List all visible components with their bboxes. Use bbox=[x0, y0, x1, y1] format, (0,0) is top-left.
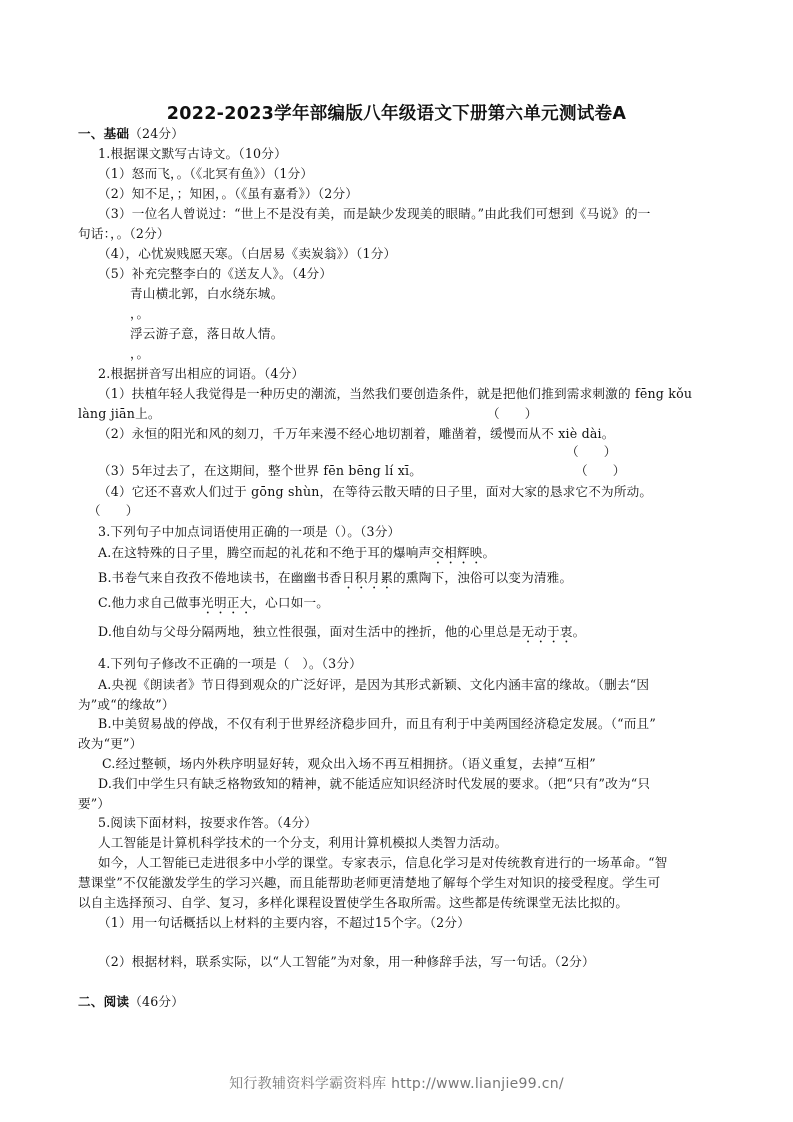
poem-line: ，。 bbox=[130, 306, 150, 321]
answer-bracket: （ ） bbox=[88, 503, 139, 518]
q4-line: C.经过整顿，场内外秩序明显好转，观众出入场不再互相拥挤。（语义重复，去掉“互相” bbox=[102, 756, 596, 771]
poem-line: 青山横北郭，白水绕东城。 bbox=[130, 286, 284, 301]
q4-line: D.我们中学生只有缺乏格物致知的精神，就不能适应知识经济时代发展的要求。（把“只有”改为“只 bbox=[98, 776, 651, 791]
q5-paragraph: 人工智能是计算机科学技术的一个分支，利用计算机模拟人类智力活动。 bbox=[98, 835, 508, 850]
q1-prompt: 1.根据课文默写古诗文。（10分） bbox=[98, 146, 287, 161]
q4-line: 要”） bbox=[78, 796, 111, 811]
q2-prompt: 2.根据拼音写出相应的词语。（4分） bbox=[98, 366, 305, 381]
section-2-heading: 二、阅读（46分） bbox=[78, 994, 184, 1009]
q2-item: （4）它还不喜欢人们过于 gōng shùn，在等待云散天晴的日子里，面对大家的恳求它不为所动。 bbox=[98, 484, 653, 499]
q2-item: （2）永恒的阳光和风的刻刀，千万年来漫不经心地切割着，雕凿着，缓慢而从不 xiè dài。 bbox=[98, 426, 615, 441]
q1-item: （1）怒而飞，。（《北冥有鱼》）（1分） bbox=[98, 166, 314, 181]
q1-item: （2）知不足，；知困，。（《虽有嘉肴》）（2分） bbox=[98, 186, 359, 201]
page-title: 2022-2023学年部编版八年级语文下册第六单元测试卷A bbox=[166, 104, 627, 124]
q5-prompt: 5.阅读下面材料，按要求作答。（4分） bbox=[98, 815, 318, 830]
q5-paragraph: 慧课堂”不仅能激发学生的学习兴趣，而且能帮助老师更清楚地了解每个学生对知识的接受程度。学生可 bbox=[78, 875, 661, 890]
poem-line: 浮云游子意，落日故人情。 bbox=[130, 326, 284, 341]
q2-item: làng jiān上。 bbox=[78, 406, 161, 421]
q3-prompt: 3.下列句子中加点词语使用正确的一项是（）。（3分） bbox=[98, 524, 401, 539]
q5-sub-question: （2）根据材料，联系实际，以“人工智能”为对象，用一种修辞手法，写一句话。（2分） bbox=[98, 954, 595, 969]
q5-paragraph: 如今，人工智能已走进很多中小学的课堂。专家表示，信息化学习是对传统教育进行的一场革命。“智 bbox=[98, 855, 668, 870]
q1-item: 句话：，。（2分） bbox=[78, 226, 170, 241]
q4-line: A.央视《朗读者》节日得到观众的广泛好评，是因为其形式新颖、文化内涵丰富的缘故。（删去“因 bbox=[98, 677, 650, 692]
poem-line: ，。 bbox=[130, 346, 150, 361]
q2-item: （3）5年过去了，在这期间，整个世界 fēn bēng lí xī。 bbox=[98, 463, 423, 478]
q4-line: 为”或“的缘故”） bbox=[78, 697, 175, 712]
q3-option-d: D.他自幼与父母分隔两地，独立性很强，面对生活中的挫折，他的心里总是无动于衷。 bbox=[98, 624, 586, 639]
q4-line: 改为“更”） bbox=[78, 736, 143, 751]
q1-item: （4），心忧炭贱愿天寒。（白居易《卖炭翁》）（1分） bbox=[98, 246, 397, 261]
answer-bracket: （ ） bbox=[575, 463, 626, 478]
q3-option-a: A.在这特殊的日子里，腾空而起的礼花和不绝于耳的爆响声交相辉映。 bbox=[98, 545, 496, 560]
q3-option-b: B.书卷气来自孜孜不倦地读书，在幽幽书香日积月累的熏陶下，浊俗可以变为清雅。 bbox=[98, 570, 573, 585]
q1-item: （3）一位名人曾说过：“世上不是没有美，而是缺少发现美的眼睛。”由此我们可想到《马说》的一 bbox=[98, 206, 651, 221]
q1-item: （5）补充完整李白的《送友人》。（4分） bbox=[98, 266, 333, 281]
q4-prompt: 4.下列句子修改不正确的一项是（ ）。（3分） bbox=[98, 656, 362, 671]
q2-item: （1）扶植年轻人我觉得是一种历史的潮流，当然我们要创造条件，就是把他们推到需求刺激的 fēng kǒu bbox=[98, 386, 693, 401]
footer-watermark: 知行教辅资料学霸资料库 http://www.lianjie99.cn/ bbox=[229, 1076, 564, 1092]
answer-bracket: （ ） bbox=[487, 406, 538, 421]
q5-sub-question: （1）用一句话概括以上材料的主要内容，不超过15个字。（2分） bbox=[98, 915, 470, 930]
q5-paragraph: 以自主选择预习、自学、复习，多样化课程设置使学生各取所需。这些都是传统课堂无法比拟的。 bbox=[78, 895, 629, 910]
answer-bracket: （ ） bbox=[566, 444, 617, 459]
q3-option-c: C.他力求自己做事光明正大，心口如一。 bbox=[98, 595, 330, 610]
q4-line: B.中美贸易战的停战，不仅有利于世界经济稳步回升，而且有利于中美两国经济稳定发展。（“而且” bbox=[98, 716, 656, 731]
section-1-heading: 一、基础（24分） bbox=[78, 126, 184, 141]
